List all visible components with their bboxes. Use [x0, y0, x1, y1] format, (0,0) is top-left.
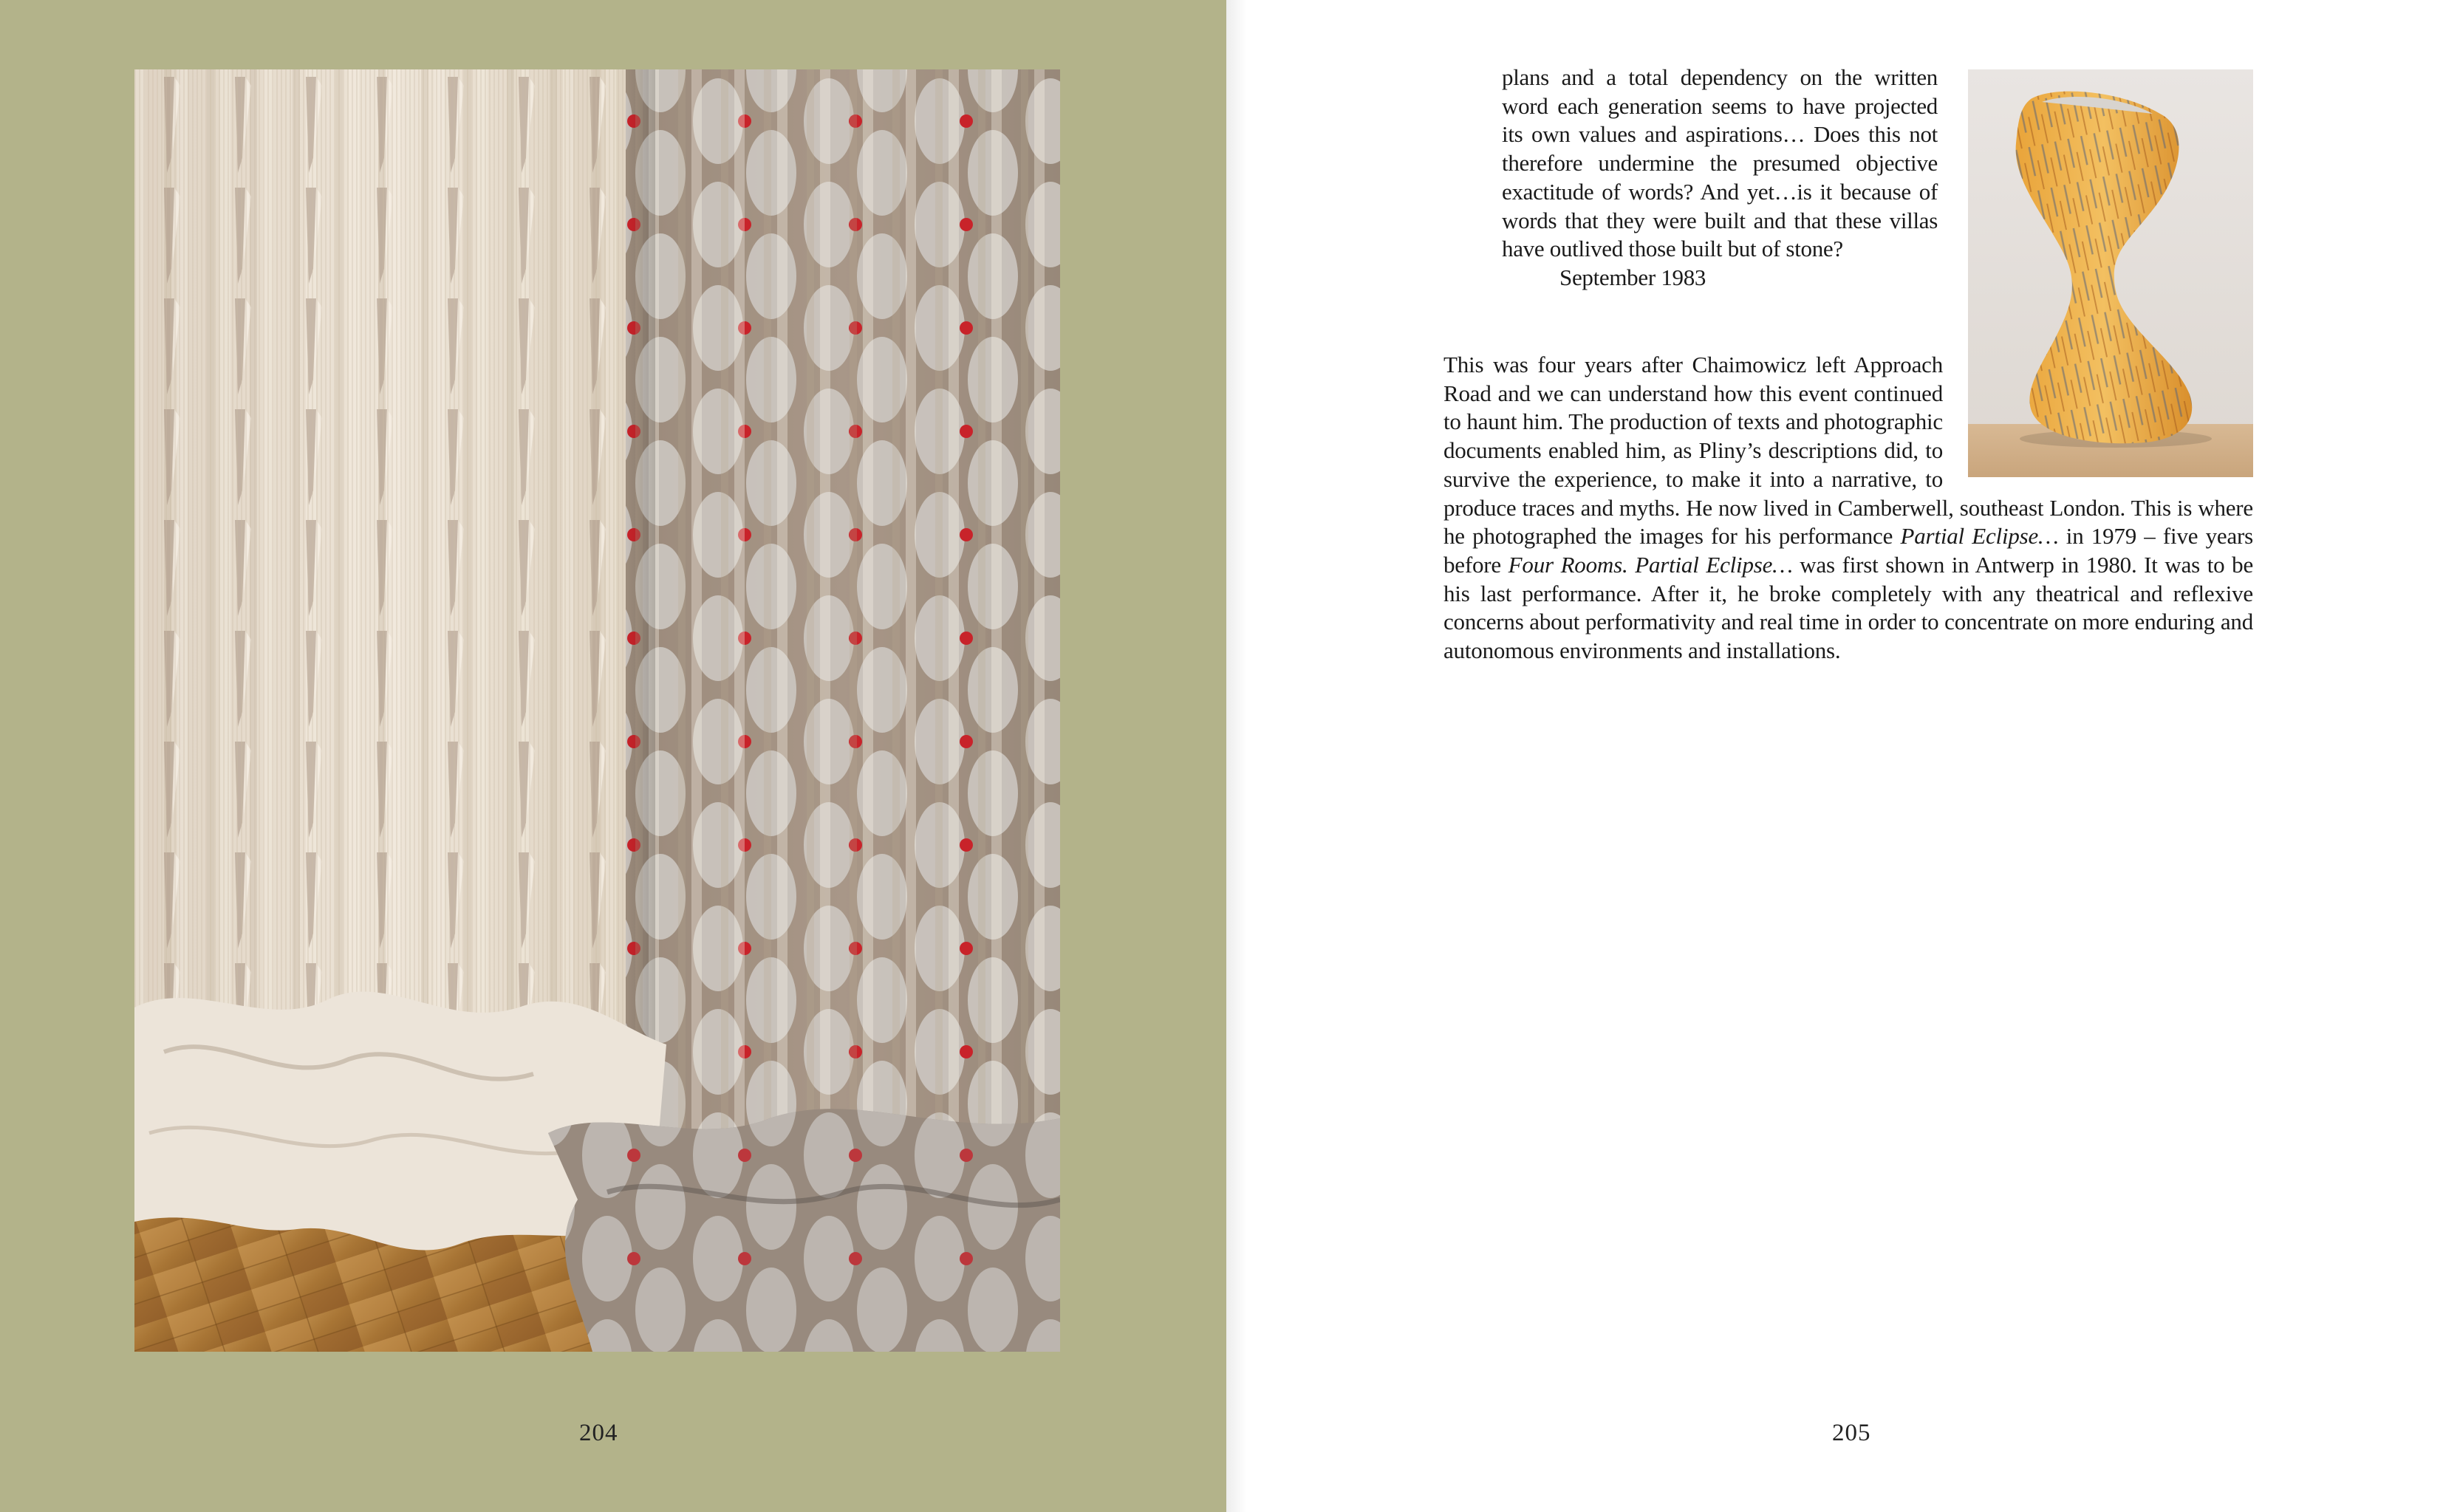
- quotation-block: [1502, 64, 1938, 293]
- curtain-photo: [134, 69, 1060, 1352]
- gutter-shadow: [1226, 0, 1247, 1512]
- title-partial-eclipse: Partial Eclipse…: [1900, 523, 2059, 550]
- body-text-part-2: in 1979 – five years before: [1443, 523, 2254, 578]
- title-four-rooms: Four Rooms. Partial Eclipse…: [1508, 551, 1793, 578]
- page-number-right: 205: [1832, 1420, 1871, 1446]
- quote-date: September 1983: [1559, 264, 1706, 290]
- body-paragraph: [1443, 351, 2253, 666]
- quote-text: plans and a total dependency on the written word each generation seems to have projected its own values and aspirations… Does this not therefore undermine the presumed objective exactitude of words? And yet…is it because of words that they were built and that these villas have outlived those built but of stone?: [1502, 64, 1938, 262]
- page-number-left: 204: [579, 1420, 618, 1446]
- body-text-part-1: This was four years after Chaimowicz left Approach Road and we can understand how this event continued to haunt him. The production of texts and photographic documents enabled him, as Pliny’s descriptions did, to survive the experience, to make it into a narrative, to produce traces and myths. He now lived in Camberwell, southeast London. This is where he photographed the images for his performance: [1443, 352, 2253, 550]
- image-wrap-spacer: [1943, 351, 2253, 476]
- body-text-part-3: was first shown in Antwerp in 1980. It was to be his last performance. After it, he broke completely with any theatrical and reflexive concerns about performativity and real time in order to concentrate on more enduring and autonomous environments and installations.: [1443, 551, 2254, 664]
